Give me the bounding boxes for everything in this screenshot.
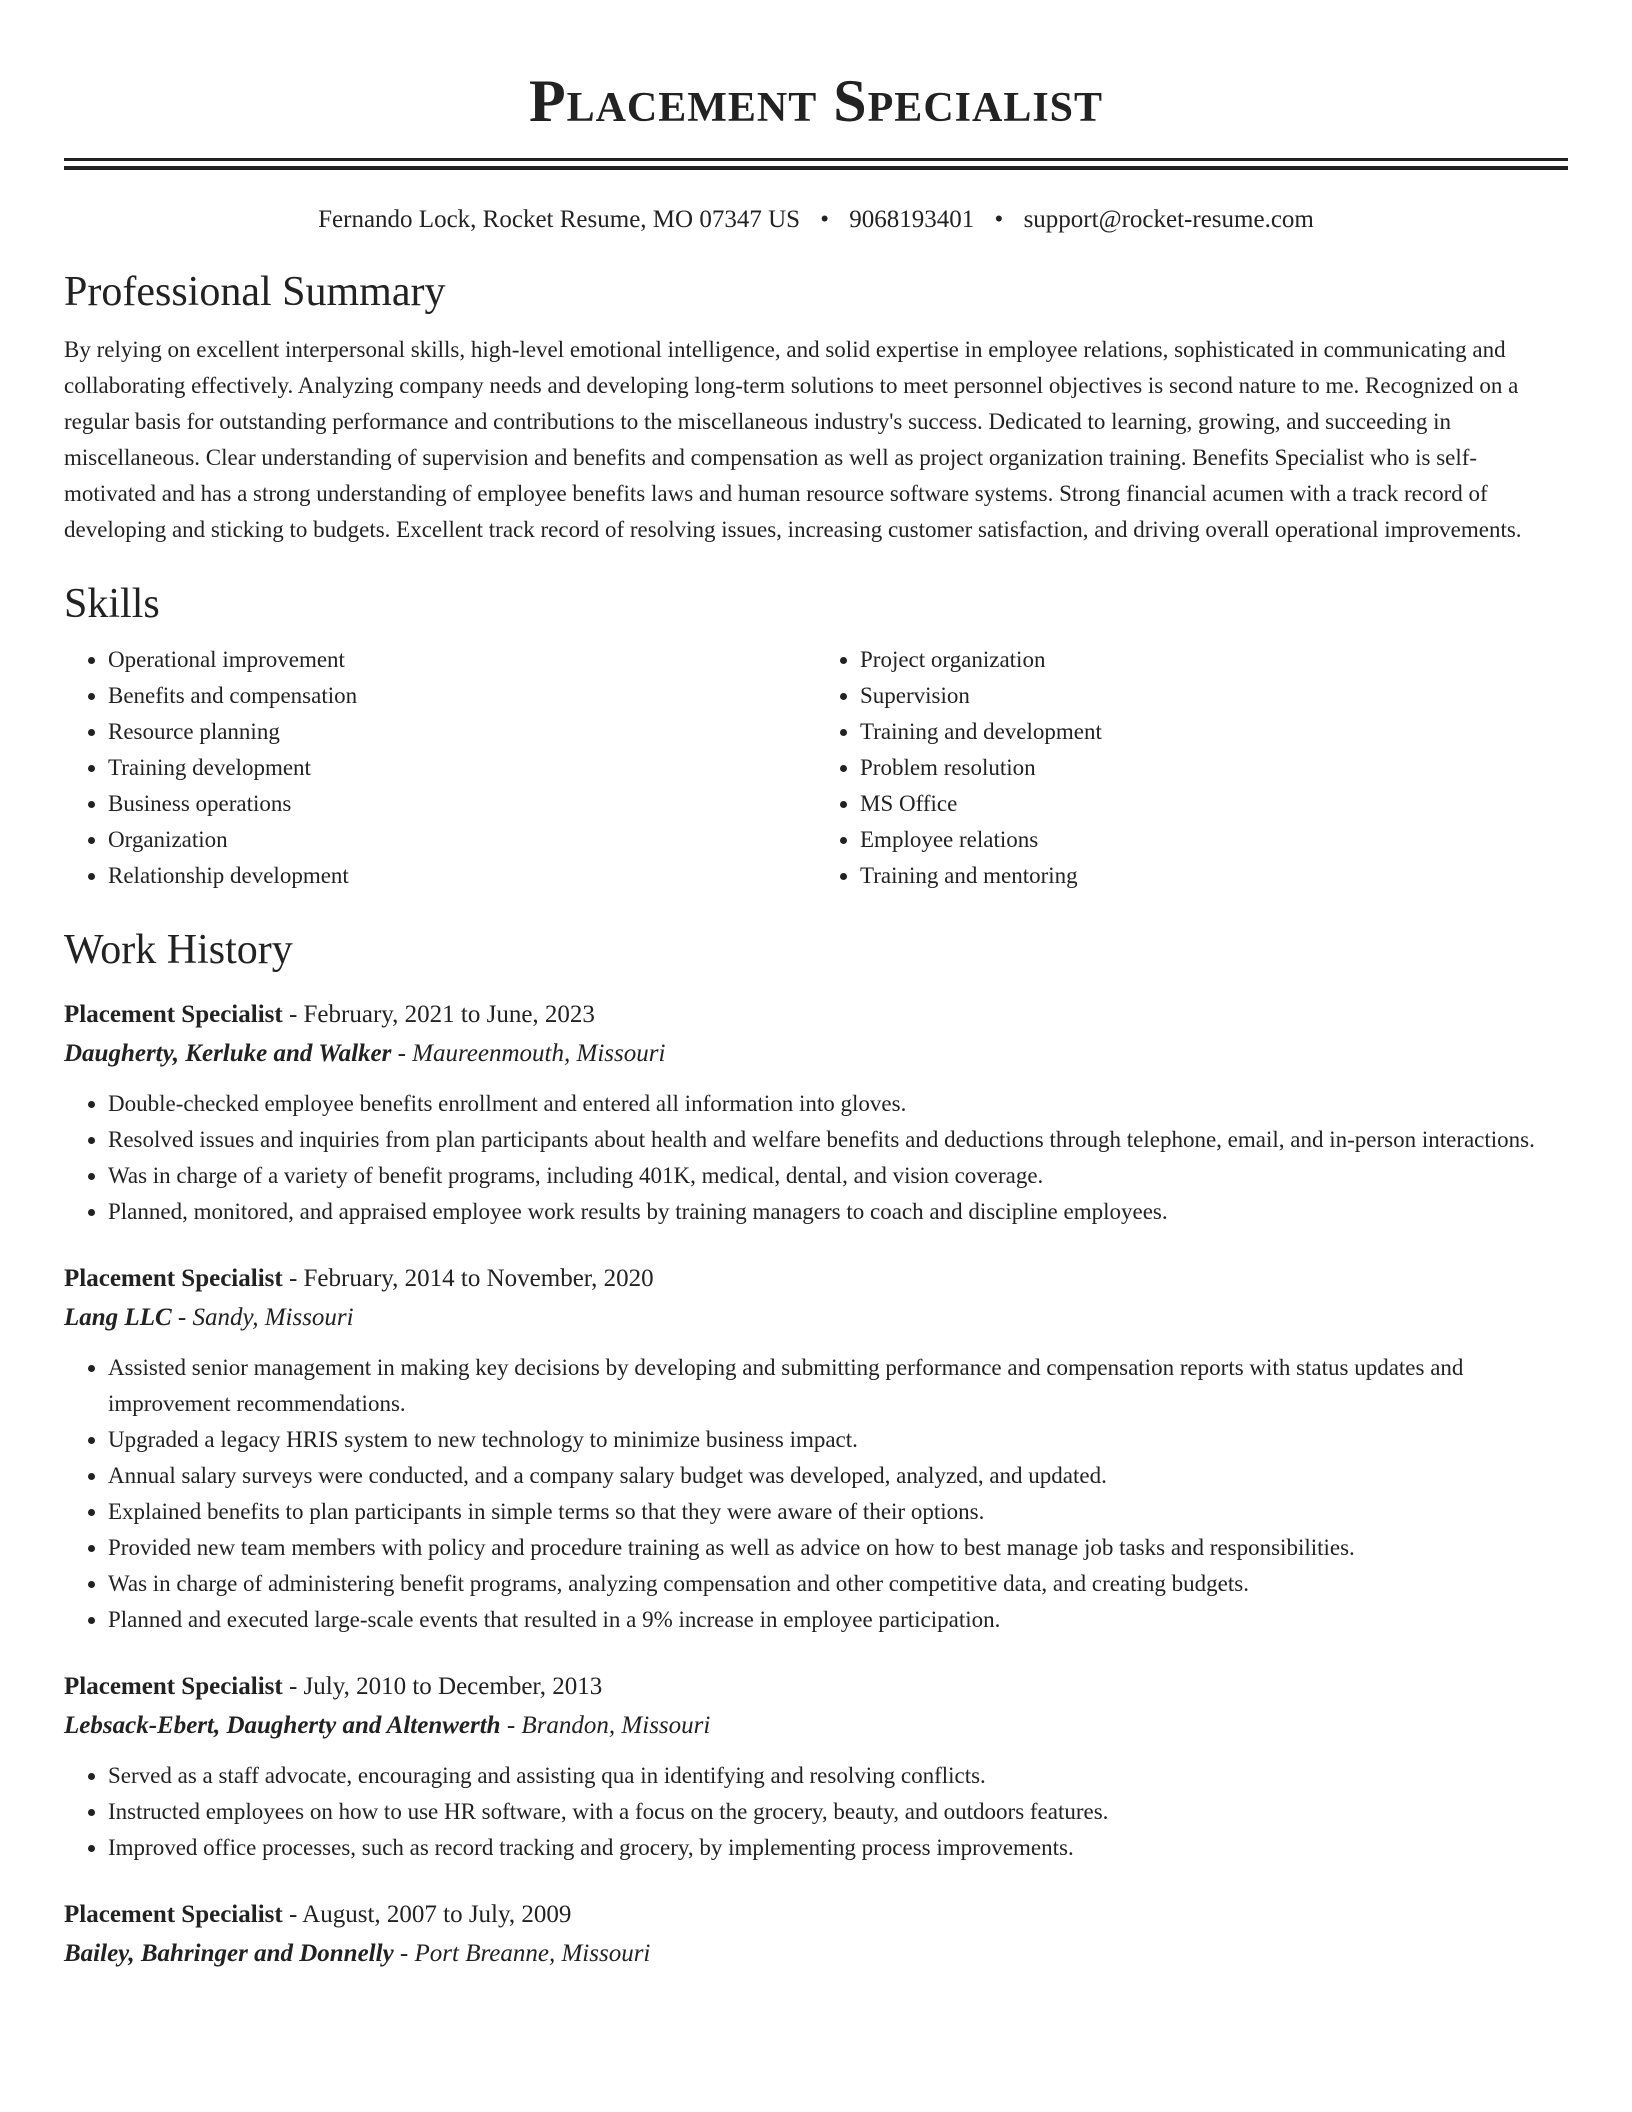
job-bullet: • Instructed employees on how to use HR software, with a focus on the grocery, beauty, and outdoors features. <box>108 1794 1568 1830</box>
job-bullets <box>64 1758 1568 1866</box>
job-dates: August, 2007 to July, 2009 <box>302 1901 572 1928</box>
work-history-heading: Work History <box>64 927 293 973</box>
skill-item: • Problem resolution <box>860 750 1568 786</box>
skill-item: • Resource planning <box>108 714 816 750</box>
skill-item: • Operational improvement <box>108 642 816 678</box>
job-entry <box>64 1668 1568 1866</box>
job-location: Port Breanne, Missouri <box>414 1940 651 1967</box>
skill-item: • Business operations <box>108 786 816 822</box>
job-title-line: Placement Specialist - July, 2010 to December, 2013 <box>64 1673 603 1700</box>
job-company: Bailey, Bahringer and Donnelly <box>64 1940 394 1967</box>
contact-separator: • <box>994 206 1004 233</box>
job-bullet: • Planned and executed large-scale events that resulted in a 9% increase in employee participation. <box>108 1602 1568 1638</box>
skill-item: • MS Office <box>860 786 1568 822</box>
skill-item: • Supervision <box>860 678 1568 714</box>
skills-column-right <box>816 642 1568 894</box>
summary-text: By relying on excellent interpersonal skills, high-level emotional intelligence, and solid expertise in employee relations, sophisticated in communicating and collaborating effectively. Analyzing company needs and developing long-term solutions to meet personnel objectives is second nature to me. Recognized on a regular basis for outstanding performance and contributions to the miscellaneous industry's success. Dedicated to learning, growing, and succeeding in miscellaneous. Clear understanding of supervision and benefits and compensation as well as project organization training. Benefits Specialist who is self-motivated and has a strong understanding of employee benefits laws and human resource software systems. Strong financial acumen with a track record of developing and sticking to budgets. Excellent track record of resolving issues, increasing customer satisfaction, and driving overall operational improvements. <box>64 337 1522 542</box>
contact-email: support@rocket-resume.com <box>1023 206 1314 233</box>
job-location: Sandy, Missouri <box>192 1304 354 1331</box>
skill-item: • Employee relations <box>860 822 1568 858</box>
job-bullet: • Assisted senior management in making key decisions by developing and submitting performance and compensation reports with status updates and improvement recommendations. <box>108 1350 1568 1422</box>
job-entry <box>64 1260 1568 1638</box>
skills-column-left <box>64 642 816 894</box>
skill-item: • Training development <box>108 750 816 786</box>
title-divider-top <box>64 158 1568 161</box>
summary-heading: Professional Summary <box>64 269 446 315</box>
job-bullet: • Planned, monitored, and appraised employee work results by training managers to coach and discipline employees. <box>108 1194 1568 1230</box>
skill-item: • Project organization <box>860 642 1568 678</box>
job-entry <box>64 1896 1568 1974</box>
skill-item: • Organization <box>108 822 816 858</box>
contact-address: Fernando Lock, Rocket Resume, MO 07347 US <box>318 206 801 233</box>
job-company-line: Bailey, Bahringer and Donnelly - Port Breanne, Missouri <box>64 1940 651 1967</box>
skill-item: • Benefits and compensation <box>108 678 816 714</box>
job-location: Maureenmouth, Missouri <box>412 1040 666 1067</box>
job-company-line: Daugherty, Kerluke and Walker - Maureenmouth, Missouri <box>64 1040 666 1067</box>
job-company: Daugherty, Kerluke and Walker <box>64 1040 392 1067</box>
job-dates: February, 2021 to June, 2023 <box>303 1001 595 1028</box>
job-bullets <box>64 1350 1568 1638</box>
title-divider-bottom <box>64 166 1568 170</box>
job-role: Placement Specialist <box>64 1265 283 1292</box>
job-dates: February, 2014 to November, 2020 <box>303 1265 654 1292</box>
skills-list <box>64 642 1568 894</box>
job-bullet: • Improved office processes, such as record tracking and grocery, by implementing process improvements. <box>108 1830 1568 1866</box>
job-bullet: • Provided new team members with policy and procedure training as well as advice on how to best manage job tasks and responsibilities. <box>108 1530 1568 1566</box>
job-location: Brandon, Missouri <box>521 1712 711 1739</box>
job-role: Placement Specialist <box>64 1901 283 1928</box>
job-company: Lebsack-Ebert, Daugherty and Altenwerth <box>64 1712 501 1739</box>
job-bullet: • Upgraded a legacy HRIS system to new technology to minimize business impact. <box>108 1422 1568 1458</box>
job-title-line: Placement Specialist - February, 2021 to June, 2023 <box>64 1001 595 1028</box>
job-bullet: • Resolved issues and inquiries from plan participants about health and welfare benefits and deductions through telephone, email, and in-person interactions. <box>108 1122 1568 1158</box>
skill-item: • Relationship development <box>108 858 816 894</box>
contact-phone: 9068193401 <box>849 206 975 233</box>
job-bullet: • Was in charge of administering benefit programs, analyzing compensation and other competitive data, and creating budgets. <box>108 1566 1568 1602</box>
skills-heading: Skills <box>64 581 160 627</box>
job-bullets <box>64 1086 1568 1230</box>
job-bullet: • Annual salary surveys were conducted, and a company salary budget was developed, analyzed, and updated. <box>108 1458 1568 1494</box>
job-dates: July, 2010 to December, 2013 <box>303 1673 603 1700</box>
contact-line <box>64 204 1568 236</box>
job-bullet: • Explained benefits to plan participants in simple terms so that they were aware of their options. <box>108 1494 1568 1530</box>
skill-item: • Training and development <box>860 714 1568 750</box>
job-role: Placement Specialist <box>64 1001 283 1028</box>
job-entry <box>64 996 1568 1230</box>
job-company: Lang LLC <box>64 1304 172 1331</box>
job-role: Placement Specialist <box>64 1673 283 1700</box>
contact-separator: • <box>820 206 830 233</box>
job-title-line: Placement Specialist - February, 2014 to November, 2020 <box>64 1265 654 1292</box>
job-bullet: • Double-checked employee benefits enrollment and entered all information into gloves. <box>108 1086 1568 1122</box>
skill-item: • Training and mentoring <box>860 858 1568 894</box>
job-company-line: Lang LLC - Sandy, Missouri <box>64 1304 354 1331</box>
job-bullet: • Was in charge of a variety of benefit programs, including 401K, medical, dental, and vision coverage. <box>108 1158 1568 1194</box>
job-bullet: • Served as a staff advocate, encouraging and assisting qua in identifying and resolving conflicts. <box>108 1758 1568 1794</box>
resume-title: Placement Specialist <box>528 68 1104 134</box>
job-company-line: Lebsack-Ebert, Daugherty and Altenwerth - Brandon, Missouri <box>64 1712 711 1739</box>
job-title-line: Placement Specialist - August, 2007 to July, 2009 <box>64 1901 572 1928</box>
